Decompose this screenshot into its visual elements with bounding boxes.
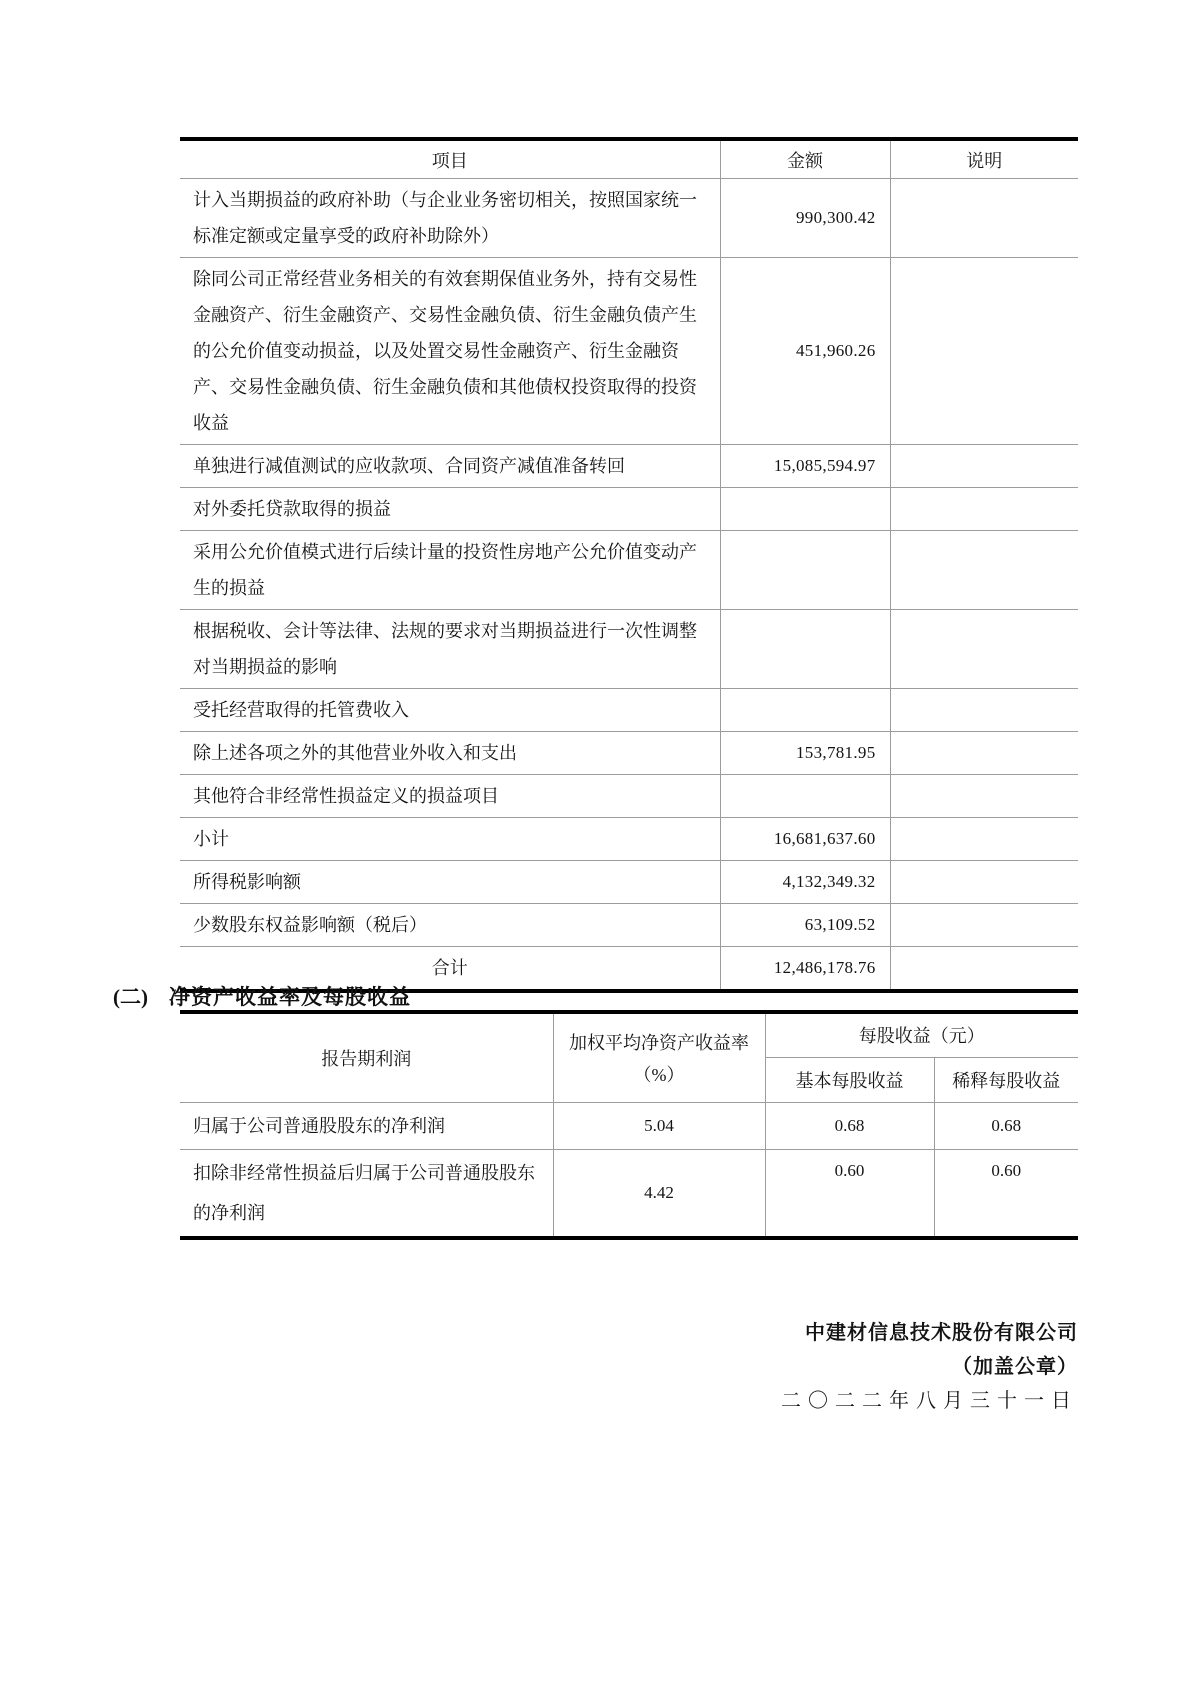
note-cell — [890, 947, 1078, 992]
header-weighted-roe — [553, 1012, 765, 1102]
note-cell — [890, 610, 1078, 689]
note-cell — [890, 904, 1078, 947]
header-weighted-roe-line1: 加权平均净资产收益率 — [569, 1032, 749, 1053]
header-eps-group: 每股收益（元） — [765, 1012, 1078, 1057]
header-amount: 金额 — [720, 139, 890, 179]
table-row — [180, 861, 1078, 904]
amount-cell — [720, 689, 890, 732]
amount-cell: 4,132,349.32 — [720, 861, 890, 904]
table-row — [180, 775, 1078, 818]
note-cell — [890, 179, 1078, 258]
noncurrent-items-table-wrap — [180, 137, 1078, 993]
note-cell — [890, 732, 1078, 775]
table-row — [180, 610, 1078, 689]
item-cell: 小计 — [180, 818, 720, 861]
note-cell — [890, 818, 1078, 861]
seal-note: （加盖公章） — [952, 1356, 1078, 1378]
header-note: 说明 — [890, 139, 1078, 179]
item-cell: 少数股东权益影响额（税后） — [180, 904, 720, 947]
table-header-row — [180, 139, 1078, 179]
table-row — [180, 904, 1078, 947]
section-title: 净资产收益率及每股收益 — [169, 985, 411, 1009]
amount-cell — [720, 488, 890, 531]
item-cell: 计入当期损益的政府补助（与企业业务密切相关，按照国家统一标准定额或定量享受的政府补助除外） — [180, 179, 720, 258]
total-label-cell: 合计 — [180, 947, 720, 992]
roe-cell: 4.42 — [553, 1149, 765, 1238]
amount-cell: 63,109.52 — [720, 904, 890, 947]
roe-cell: 5.04 — [553, 1102, 765, 1149]
item-cell: 其他符合非经常性损益定义的损益项目 — [180, 775, 720, 818]
table-row — [180, 179, 1078, 258]
table-row — [180, 531, 1078, 610]
signature-date: 二〇二二年八月三十一日 — [781, 1390, 1078, 1412]
basic-eps-cell: 0.68 — [765, 1102, 934, 1149]
item-cell: 归属于公司普通股股东的净利润 — [180, 1102, 553, 1149]
signature-block — [781, 1316, 1078, 1418]
amount-cell: 990,300.42 — [720, 179, 890, 258]
table-row — [180, 1149, 1078, 1238]
item-cell: 受托经营取得的托管费收入 — [180, 689, 720, 732]
diluted-eps-cell: 0.60 — [934, 1149, 1078, 1238]
header-weighted-roe-line2: （%） — [633, 1064, 685, 1085]
item-cell: 采用公允价值模式进行后续计量的投资性房地产公允价值变动产生的损益 — [180, 531, 720, 610]
table-row — [180, 732, 1078, 775]
header-basic-eps: 基本每股收益 — [765, 1057, 934, 1102]
table-header-row — [180, 1012, 1078, 1057]
section-index: (二) — [113, 985, 148, 1009]
header-item: 项目 — [180, 139, 720, 179]
basic-eps-cell: 0.60 — [765, 1149, 934, 1238]
noncurrent-items-table — [180, 137, 1078, 993]
total-amount-cell: 12,486,178.76 — [720, 947, 890, 992]
amount-cell: 451,960.26 — [720, 258, 890, 445]
amount-cell — [720, 531, 890, 610]
note-cell — [890, 775, 1078, 818]
amount-cell: 16,681,637.60 — [720, 818, 890, 861]
note-cell — [890, 445, 1078, 488]
item-cell: 对外委托贷款取得的损益 — [180, 488, 720, 531]
item-cell: 扣除非经常性损益后归属于公司普通股股东的净利润 — [180, 1149, 553, 1238]
item-cell: 除上述各项之外的其他营业外收入和支出 — [180, 732, 720, 775]
table-row — [180, 689, 1078, 732]
header-period-profit: 报告期利润 — [180, 1012, 553, 1102]
item-cell: 除同公司正常经营业务相关的有效套期保值业务外，持有交易性金融资产、衍生金融资产、交易性金融负债、衍生金融负债产生的公允价值变动损益，以及处置交易性金融资产、衍生金融资产、交易性金融负债、衍生金融负债和其他债权投资取得的投资收益 — [180, 258, 720, 445]
table-row — [180, 1102, 1078, 1149]
amount-cell — [720, 775, 890, 818]
header-diluted-eps: 稀释每股收益 — [934, 1057, 1078, 1102]
note-cell — [890, 531, 1078, 610]
note-cell — [890, 488, 1078, 531]
item-cell: 单独进行减值测试的应收款项、合同资产减值准备转回 — [180, 445, 720, 488]
roe-eps-table — [180, 1010, 1078, 1240]
amount-cell: 153,781.95 — [720, 732, 890, 775]
amount-cell: 15,085,594.97 — [720, 445, 890, 488]
note-cell — [890, 689, 1078, 732]
company-name: 中建材信息技术股份有限公司 — [805, 1322, 1078, 1344]
table-row — [180, 488, 1078, 531]
note-cell — [890, 258, 1078, 445]
table-row — [180, 445, 1078, 488]
table-row — [180, 258, 1078, 445]
diluted-eps-cell: 0.68 — [934, 1102, 1078, 1149]
item-cell: 根据税收、会计等法律、法规的要求对当期损益进行一次性调整对当期损益的影响 — [180, 610, 720, 689]
note-cell — [890, 861, 1078, 904]
roe-eps-table-wrap — [180, 1010, 1078, 1240]
table-row — [180, 818, 1078, 861]
item-cell: 所得税影响额 — [180, 861, 720, 904]
amount-cell — [720, 610, 890, 689]
